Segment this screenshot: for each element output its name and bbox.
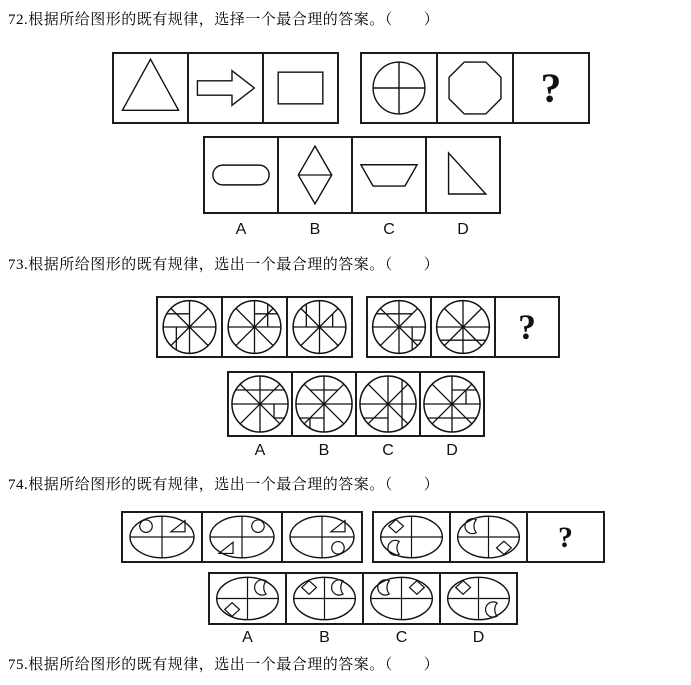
option-D-cell[interactable] (419, 371, 485, 437)
figure-wheel8 (421, 373, 483, 435)
stimulus-cell-quartered-ellipse (201, 511, 283, 563)
svg-text:?: ? (518, 306, 536, 347)
stimulus-cell-wheel8 (221, 296, 288, 358)
option-label-C: C (382, 442, 394, 459)
option-label-A: A (242, 629, 253, 646)
figure-diamond-split (279, 138, 351, 212)
stimulus-cell-wheel8 (366, 296, 432, 358)
option-D-cell[interactable] (425, 136, 501, 214)
figure-wheel8 (432, 298, 494, 356)
question-72-prompt: 72.根据所给图形的既有规律，选择一个最合理的答案。（ ） (8, 12, 440, 28)
option-label-A: A (254, 442, 266, 459)
stimulus-cell-question-mark (512, 52, 590, 124)
option-A-cell[interactable] (227, 371, 293, 437)
figure-wheel8 (288, 298, 351, 356)
stimulus-cell-wheel8 (156, 296, 223, 358)
stimulus-cell-quartered-ellipse (121, 511, 203, 563)
figure-quartered-ellipse (364, 574, 439, 623)
question-74-prompt: 74.根据所给图形的既有规律，选出一个最合理的答案。（ ） (8, 477, 440, 493)
figure-wheel8 (357, 373, 419, 435)
option-B-cell[interactable] (291, 371, 357, 437)
figure-arrow-right (189, 54, 262, 122)
option-A-cell[interactable] (203, 136, 279, 214)
figure-quartered-ellipse (441, 574, 516, 623)
svg-text:?: ? (558, 520, 573, 554)
figure-wheel8 (229, 373, 291, 435)
question-mark-icon (514, 54, 588, 122)
figure-right-triangle (427, 138, 499, 212)
stimulus-cell-quartered-ellipse (372, 511, 451, 563)
figure-rectangle (264, 54, 337, 122)
question-73-prompt: 73.根据所给图形的既有规律，选出一个最合理的答案。（ ） (8, 257, 440, 273)
option-label-D: D (472, 629, 485, 646)
figure-quartered-ellipse (287, 574, 362, 623)
figure-quartered-ellipse (451, 513, 526, 561)
figure-trapezoid (353, 138, 425, 212)
figure-quartered-ellipse (374, 513, 449, 561)
question-mark-icon (528, 513, 603, 561)
figure-quartered-ellipse (283, 513, 361, 561)
figure-octagon (438, 54, 512, 122)
question-75-prompt: 75.根据所给图形的既有规律，选出一个最合理的答案。（ ） (8, 657, 440, 673)
figure-quartered-ellipse (203, 513, 281, 561)
figure-quartered-ellipse (123, 513, 201, 561)
stimulus-cell-wheel8 (430, 296, 496, 358)
option-label-D: D (457, 221, 469, 238)
stimulus-cell-wheel8 (286, 296, 353, 358)
option-B-cell[interactable] (277, 136, 353, 214)
stimulus-cell-question-mark (526, 511, 605, 563)
option-C-cell[interactable] (351, 136, 427, 214)
figure-wheel8 (293, 373, 355, 435)
figure-wheel8 (223, 298, 286, 356)
stimulus-cell-circle-cross (360, 52, 438, 124)
stimulus-cell-rectangle (262, 52, 339, 124)
option-label-D: D (446, 442, 458, 459)
figure-wheel8 (158, 298, 221, 356)
option-B-cell[interactable] (285, 572, 364, 625)
figure-quartered-ellipse (210, 574, 285, 623)
question-mark-icon (496, 298, 558, 356)
option-label-B: B (318, 442, 330, 459)
stimulus-cell-question-mark (494, 296, 560, 358)
stimulus-cell-octagon (436, 52, 514, 124)
figure-circle-cross (362, 54, 436, 122)
stimulus-cell-triangle (112, 52, 189, 124)
option-label-C: C (383, 221, 395, 238)
stimulus-cell-arrow-right (187, 52, 264, 124)
stimulus-cell-quartered-ellipse (449, 511, 528, 563)
stimulus-cell-quartered-ellipse (281, 511, 363, 563)
option-label-C: C (395, 629, 408, 646)
option-C-cell[interactable] (355, 371, 421, 437)
option-A-cell[interactable] (208, 572, 287, 625)
figure-triangle (114, 54, 187, 122)
option-C-cell[interactable] (362, 572, 441, 625)
option-label-B: B (319, 629, 330, 646)
option-label-B: B (309, 221, 321, 238)
svg-text:?: ? (540, 64, 562, 111)
option-label-A: A (235, 221, 247, 238)
option-D-cell[interactable] (439, 572, 518, 625)
figure-wheel8 (368, 298, 430, 356)
figure-capsule (205, 138, 277, 212)
